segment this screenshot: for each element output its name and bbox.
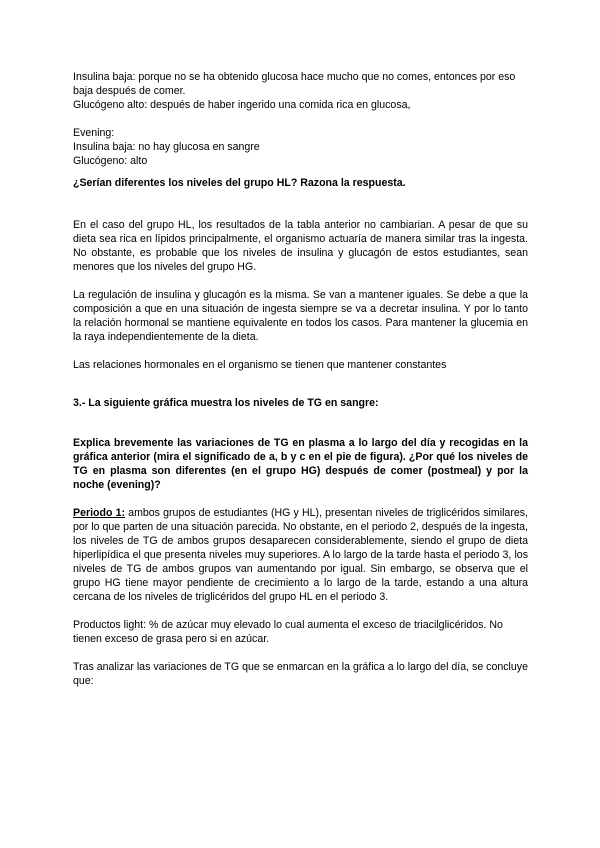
answer-hl-paragraph-3: Las relaciones hormonales en el organismo se tienen que mantener constantes	[73, 359, 447, 371]
productos-light-paragraph: Productos light: % de azúcar muy elevado lo cual aumenta el exceso de triacilglicéridos. No tienen exceso de grasa pero si en azúcar.	[73, 619, 503, 645]
evening-insulina: Insulina baja: no hay glucosa en sangre	[73, 141, 260, 153]
evening-glucogeno: Glucógeno: alto	[73, 155, 148, 167]
intro-glucogeno-line: Glucógeno alto: después de haber ingerido una comida rica en glucosa,	[73, 99, 411, 111]
section-3-question: Explica brevemente las variaciones de TG en plasma a lo largo del día y recogidas en la gráfica anterior (mira el significado de a, b y c en el pie de figura). ¿Por qué los niveles de TG en plasma son diferentes (en el grupo HG) después de comer (postmeal) y por la noche (evening)?	[73, 437, 528, 491]
evening-label: Evening:	[73, 127, 115, 139]
question-hl: ¿Serían diferentes los niveles del grupo HL? Razona la respuesta.	[73, 177, 406, 189]
periodo-1-text: ambos grupos de estudiantes (HG y HL), presentan niveles de triglicéridos similares, por lo que parten de una situación parecida. No obstante, en el periodo 2, después de la ingesta, los niveles de TG de ambos grupos desaparecen considerablemente, siendo el grupo de dieta hiperlipídica el que presenta niveles muy superiores. A lo largo de la tarde hasta el periodo 3, los niveles de TG de ambos grupos van aumentando por igual. Sin embargo, se observa que el grupo HG tiene mayor pendiente de crecimiento a lo largo de la tarde, estando a una altura cercana de los niveles de triglicéridos del grupo HL en el periodo 3.	[73, 507, 528, 603]
document-page	[73, 70, 528, 688]
answer-hl-paragraph-2: La regulación de insulina y glucagón es la misma. Se van a mantener iguales. Se debe a que la composición a que en una situación de ingesta siempre se va a decretar insulina. Y por lo tanto la relación hormonal se mantiene equivalente en todos los casos. Para mantener la glucemia en la raya independientemente de la dieta.	[73, 289, 528, 343]
conclusion-paragraph: Tras analizar las variaciones de TG que se enmarcan en la gráfica a lo largo del día, se concluye que:	[73, 661, 528, 687]
periodo-1-label: Periodo 1:	[73, 507, 126, 519]
intro-insulina-line: Insulina baja: porque no se ha obtenido glucosa hace mucho que no comes, entonces por eso baja después de comer.	[73, 71, 516, 97]
section-3-title: 3.- La siguiente gráfica muestra los niveles de TG en sangre:	[73, 397, 379, 409]
periodo-1-paragraph	[73, 506, 528, 604]
answer-hl-paragraph-1: En el caso del grupo HL, los resultados de la tabla anterior no cambiarian. A pesar de que su dieta sea rica en lípidos principalmente, el organismo actuaría de manera similar tras la ingesta. No obstante, es probable que los niveles de insulina y glucagón de estos estudiantes, sean menores que los niveles del grupo HG.	[73, 219, 528, 273]
